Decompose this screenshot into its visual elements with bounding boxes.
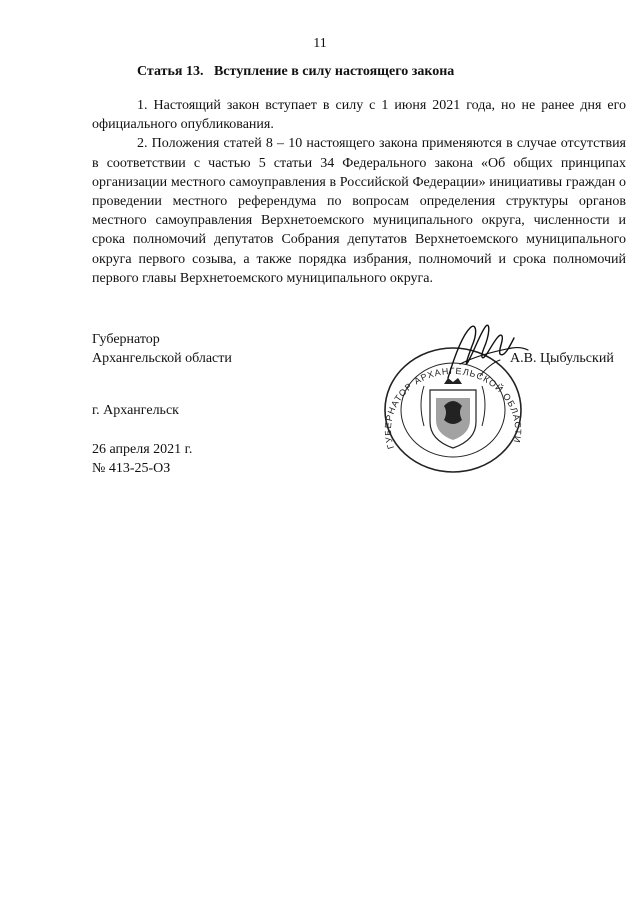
coat-of-arms-icon — [421, 378, 485, 448]
position-line-1: Губернатор — [92, 332, 160, 347]
position-line-2: Архангельской области — [92, 351, 232, 366]
paragraph-2: 2. Положения статей 8 – 10 настоящего закона применяются в случае отсутствия в соответствии с частью 5 статьи 34 Федерального закона «Об общих принципах организации местного самоуправления в Российской Федерации» инициативы граждан о проведении местного референдума по вопросам определения структуры органов местного самоуправления Верхнетоемского муниципального округа, численности и срока полномочий депутатов Собрания депутатов Верхнетоемского муниципального округа первого созыва, а также порядка избрания, полномочий и срока полномочий первого главы Верхнетоемского муниципального округа. — [92, 136, 626, 286]
page-number: 11 — [313, 36, 327, 51]
paragraph-1: 1. Настоящий закон вступает в силу с 1 июня 2021 года, но не ранее дня его официального опубликования. — [92, 98, 626, 133]
signing-date: 26 апреля 2021 г. — [92, 442, 193, 457]
place-of-signing: г. Архангельск — [92, 403, 179, 418]
signatory-position — [92, 330, 232, 368]
article-body — [92, 96, 626, 288]
law-number: № 413-25-ОЗ — [92, 461, 171, 476]
date-and-number — [92, 440, 192, 478]
seal-text: ГУБЕРНАТОР АРХАНГЕЛЬСКОЙ ОБЛАСТИ — [382, 365, 524, 451]
signatory-name: А.В. Цыбульский — [510, 351, 614, 366]
article-heading: Статья 13. Вступление в силу настоящего закона — [137, 64, 455, 79]
